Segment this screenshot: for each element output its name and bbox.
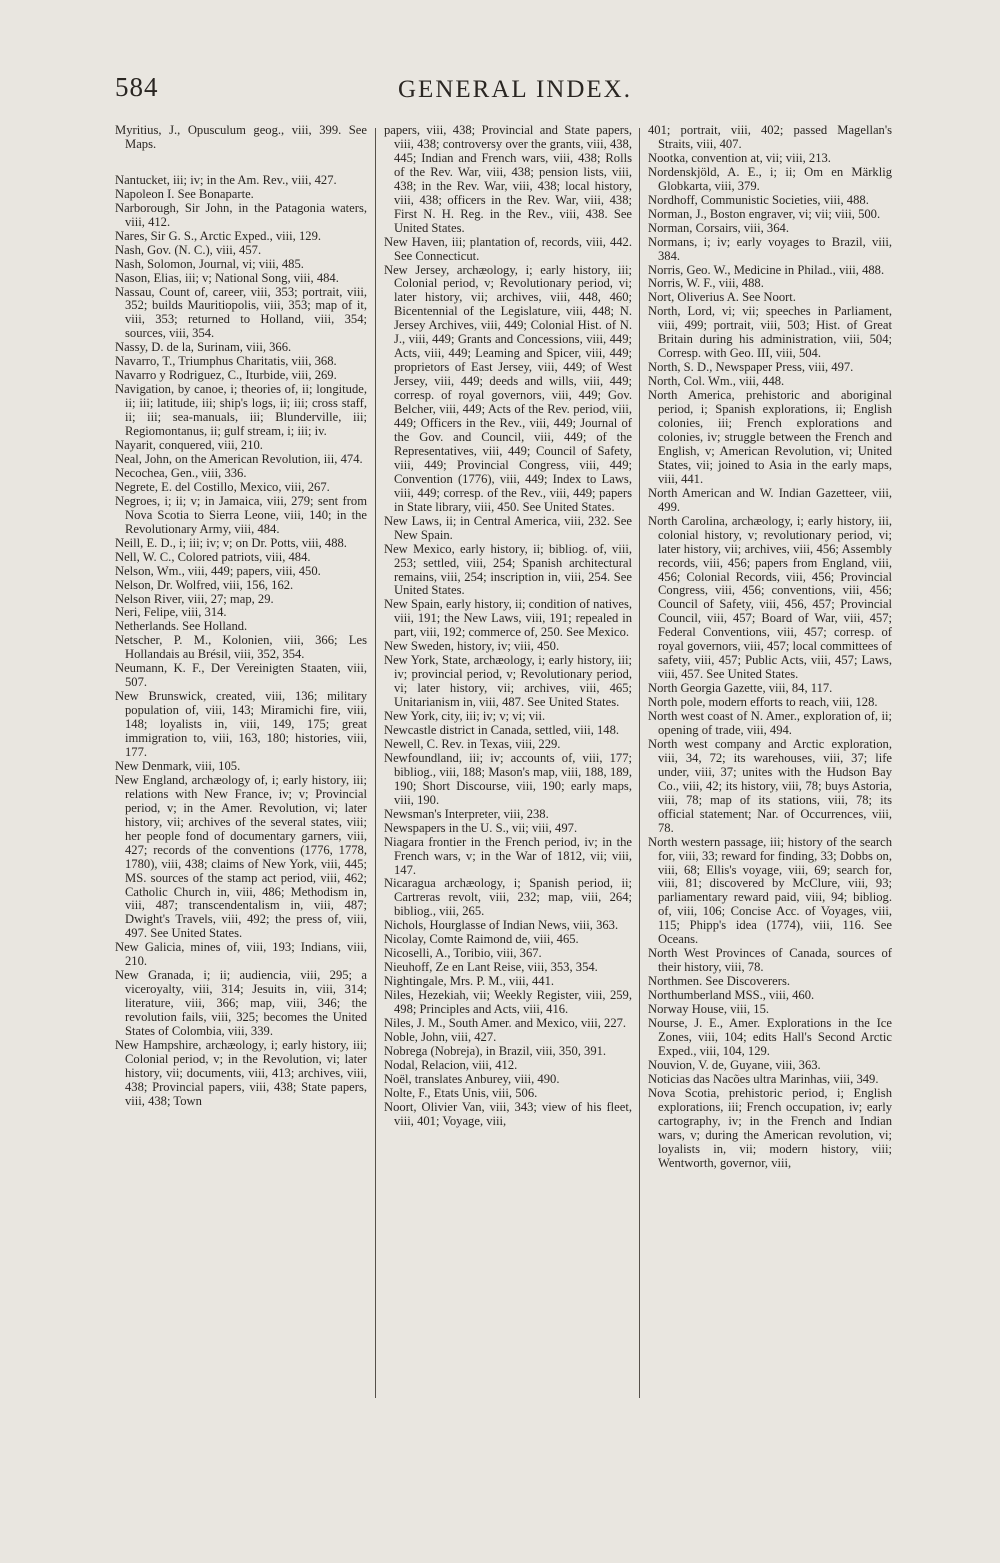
index-entry: Nash, Gov. (N. C.), viii, 457. [115,242,262,257]
index-entry: Netherlands. See Holland. [115,619,248,634]
index-entry: Negrete, E. del Costillo, Mexico, viii, 267. [115,479,330,494]
index-entry: Nolte, F., Etats Unis, viii, 506. [384,1085,538,1100]
index-entry: North America, prehistoric and aboriginal period, i; Spanish explorations, ii; English colonies, iii; French explorations and colonies, iv; struggle between the French and English, v; American Revolution, vi; United States, vii; joined to Asia in the early maps, viii, 441. [648,388,892,486]
index-entry: Netscher, P. M., Kolonien, viii, 366; Les Hollandais au Brésil, viii, 352, 354. [115,633,367,662]
index-entry: Newsman's Interpreter, viii, 238. [384,806,549,821]
index-entry: Norway House, viii, 15. [648,1002,770,1017]
index-entry: Nicaragua archæology, i; Spanish period, ii; Cartreras revolt, viii, 232; map, viii, 264; bibliog., viii, 265. [384,876,632,919]
index-entry: North, S. D., Newspaper Press, viii, 497. [648,360,854,375]
index-entry: Nassy, D. de la, Surinam, viii, 366. [115,340,292,355]
index-entry: Nantucket, iii; iv; in the Am. Rev., viii, 427. [115,172,337,187]
index-entry: Niles, Hezekiah, vii; Weekly Register, viii, 259, 498; Principles and Acts, viii, 416. [384,988,632,1017]
index-entry: New Galicia, mines of, viii, 193; Indians, viii, 210. [115,940,367,969]
index-entry: Nash, Solomon, Journal, vi; viii, 485. [115,256,304,271]
entry-gap [115,152,367,174]
index-entry: New York, city, iii; iv; v; vi; vii. [384,709,546,724]
index-entry: Nelson, Dr. Wolfred, viii, 156, 162. [115,577,294,592]
index-entry: Nobrega (Nobreja), in Brazil, viii, 350, 391. [384,1043,607,1058]
index-entry: Nova Scotia, prehistoric period, i; English explorations, iii; French occupation, iv; early cartography, iv; in the French and Indian wars, v; during the American revolution, vi; loyalists in, vii; modern history, viii; Wentworth, governor, viii, [648,1085,892,1170]
index-entry: Noël, translates Anburey, viii, 490. [384,1071,560,1086]
index-entry: Nelson River, viii, 27; map, 29. [115,591,274,606]
index-entry: Napoleon I. See Bonaparte. [115,186,254,201]
index-entry: New Spain, early history, ii; condition of natives, viii, 191; the New Laws, viii, 191; repealed in part, viii, 192; commerce of, 250. See Mexico. [384,597,632,640]
index-entry: Noble, John, viii, 427. [384,1029,497,1044]
index-entry: New Denmark, viii, 105. [115,758,241,773]
index-entry: Nootka, convention at, vii; viii, 213. [648,150,831,165]
column-rule [375,128,376,1398]
index-entry: Nodal, Relacion, viii, 412. [384,1057,518,1072]
index-entry: Nason, Elias, iii; v; National Song, viii, 484. [115,270,339,285]
column-rule [639,128,640,1398]
index-entry: Norman, J., Boston engraver, vi; vii; viii, 500. [648,206,881,221]
index-entry: North West Provinces of Canada, sources of their history, viii, 78. [648,946,892,975]
index-entry: Normans, i; iv; early voyages to Brazil, viii, 384. [648,234,892,263]
index-column-2 [384,124,632,1129]
index-entry: Nourse, J. E., Amer. Explorations in the Ice Zones, viii, 104; edits Hall's Second Arctic Exped., viii, 104, 129. [648,1016,892,1058]
index-entry: New Sweden, history, iv; viii, 450. [384,639,560,654]
index-entry: Negroes, i; ii; v; in Jamaica, viii, 279; sent from Nova Scotia to Sierra Leone, viii, 140; in the Revolutionary Army, viii, 484. [115,493,367,536]
index-entry: 401; portrait, viii, 402; passed Magellan's Straits, viii, 407. [648,123,892,151]
index-entry: New York, State, archæology, i; early history, iii; iv; provincial period, v; Revolutionary period, vi; later history, vii; archives, viii, 465; Unitarianism in, viii, 487. See United States. [384,653,632,710]
index-entry: Niagara frontier in the French period, iv; in the French wars, v; in the War of 1812, vii; viii, 147. [384,834,632,877]
index-entry: Myritius, J., Opusculum geog., viii, 399. See Maps. [115,123,367,151]
index-entry: Nelson, Wm., viii, 449; papers, viii, 450. [115,563,321,578]
index-entry: Newell, C. Rev. in Texas, viii, 229. [384,736,561,751]
index-column-1 [115,124,367,1109]
index-entry: New Hampshire, archæology, i; early history, iii; Colonial period, v; in the Revolution, vi; later history, vii; documents, viii, 413; archives, viii, 438; Provincial papers, viii, 438; State papers, viii, 438; Town [115,1038,367,1108]
index-entry: North western passage, iii; history of the search for, viii, 33; reward for finding, 33; Dobbs on, viii, 68; Ellis's voyage, viii, 69; search for, viii, 81; discovered by McClure, viii, 93; parliamentary reward paid, viii, 94; bibliog. of, viii, 106; Concise Acc. of Voyages, viii, 115; Phipp's idea (1774), viii, 116. See Oceans. [648,834,892,947]
index-entry: Nightingale, Mrs. P. M., viii, 441. [384,974,555,989]
index-entry: Nares, Sir G. S., Arctic Exped., viii, 129. [115,228,322,243]
index-entry: Neri, Felipe, viii, 314. [115,605,227,620]
index-entry: North American and W. Indian Gazetteer, viii, 499. [648,485,892,514]
index-column-3 [648,124,892,1170]
index-entry: Nayarit, conquered, viii, 210. [115,438,263,453]
index-entry: Northmen. See Discoverers. [648,974,790,989]
index-entry: Nordhoff, Communistic Societies, viii, 488. [648,192,869,207]
index-entry: North west coast of N. Amer., exploration of, ii; opening of trade, viii, 494. [648,709,892,737]
index-entry: Nicoselli, A., Toribio, viii, 367. [384,946,542,961]
index-entry: Northumberland MSS., viii, 460. [648,988,815,1003]
index-entry: New Brunswick, created, viii, 136; military population of, viii, 143; Miramichi fire, viii, 148; loyalists in, viii, 149, 175; great immigration to, viii, 163, 180; histories, viii, 177. [115,689,367,759]
index-entry: Nieuhoff, Ze en Lant Reise, viii, 353, 354. [384,960,598,975]
index-entry: North, Col. Wm., viii, 448. [648,374,785,389]
index-entry: Nordenskjöld, A. E., i; ii; Om en Märklig Globkarta, viii, 379. [648,164,892,193]
index-entry: Norman, Corsairs, viii, 364. [648,220,789,235]
index-entry: New Laws, ii; in Central America, viii, 232. See New Spain. [384,513,632,542]
index-entry: New Mexico, early history, ii; bibliog. of, viii, 253; settled, viii, 254; Spanish architectural remains, viii, 254; inscription in, viii, 254. See United States. [384,541,632,598]
index-entry: Nassau, Count of, career, viii, 353; portrait, viii, 352; builds Mauritiopolis, viii, 353; map of it, viii, 353; returned to Holland, viii, 354; sources, viii, 354. [115,284,367,341]
index-entry: Neumann, K. F., Der Vereinigten Staaten, viii, 507. [115,661,367,690]
index-entry: New Jersey, archæology, i; early history, iii; Colonial period, v; Revolutionary period, vi; later history, vii; archives, viii, 448, 460; Bicentennial of the Legislature, viii, 448; N. Jersey Archives, viii, 449; Colonial Hist. of N. J., viii, 449; Grants and Concessions, viii, 449; Acts, viii, 449; Leaming and Spicer, viii, 449; proprietors of East Jersey, viii, 449; of West Jersey, viii, 449; deeds and wills, viii, 449; corresp. of royal governors, viii, 449; Gov. Belcher, viii, 449; Acts of the Rev. period, viii, 449; Officers in the Rev., viii, 449; Journal of the Gov. and Council, viii, 449; of the Representatives, viii, 449; Council of Safety, viii, 449; Provincial Congress, viii, 449; Convention (1776), viii, 449; Index to Laws, viii, 449; corresp. of the Rev., viii, 449; papers in State library, viii, 450. See United States. [384,262,632,514]
page-number: 584 [115,72,159,102]
index-entry: North, Lord, vi; vii; speeches in Parliament, viii, 499; portrait, viii, 503; Hist. of Great Britain during his administration, viii, 504; Corresp. with Geo. III, viii, 504. [648,304,892,361]
index-entry: Navigation, by canoe, i; theories of, ii; longitude, ii; iii; latitude, iii; ship's logs, ii; iii; cross staff, ii; iii; sea-manuals, iii; Blunderville, iii; Regiomontanus, ii; gulf stream, i; iii; iv. [115,382,367,439]
index-entry: Noticias das Nacões ultra Marinhas, viii, 349. [648,1071,879,1086]
page-header: GENERAL INDEX. [398,76,632,103]
index-entry: Noort, Olivier Van, viii, 343; view of his fleet, viii, 401; Voyage, viii, [384,1099,632,1128]
index-entry: New Granada, i; ii; audiencia, viii, 295; a viceroyalty, viii, 314; Jesuits in, viii, 314; literature, viii, 366; map, viii, 346; the revolution fails, viii, 325; becomes the United States of Colombia, viii, 339. [115,968,367,1039]
index-entry: Nort, Oliverius A. See Noort. [648,290,796,305]
index-entry: Narborough, Sir John, in the Patagonia waters, viii, 412. [115,200,367,229]
index-entry: Nicolay, Comte Raimond de, viii, 465. [384,932,579,947]
index-entry: North Carolina, archæology, i; early history, iii, colonial history, v; revolutionary period, vi; later history, vii; archives, viii, 456; Assembly records, viii, 456; papers from England, viii, 456; Colonial Records, viii, 456; Provincial Congress, viii, 456; conventions, viii, 456; Council of Safety, viii, 456, 457; Provincial Council, viii, 457; Board of War, viii, 457; Federal Conventions, viii, 457; corresp. of royal governors, viii, 457; local committees of safety, viii, 457; Public Acts, viii, 457; Laws, viii, 457. See United States. [648,513,892,682]
index-entry: New Haven, iii; plantation of, records, viii, 442. See Connecticut. [384,234,632,263]
index-entry: Navarro, T., Triumphus Charitatis, viii, 368. [115,354,337,369]
index-entry: North Georgia Gazette, viii, 84, 117. [648,681,833,696]
index-entry: Navarro y Rodriguez, C., Iturbide, viii, 269. [115,368,337,383]
index-entry: Neal, John, on the American Revolution, iii, 474. [115,451,363,466]
index-entry: North west company and Arctic exploration, viii, 34, 72; its warehouses, viii, 37; life under, viii, 37; unites with the Hudson Bay Co., viii, 42; its history, viii, 78; buys Astoria, viii, 78; map of its stations, viii, 78; its official statement; Nar. of Occurrences, viii, 78. [648,736,892,835]
index-entry: Norris, W. F., viii, 488. [648,276,764,291]
index-entry: New England, archæology of, i; early history, iii; relations with New France, iv; v; Provincial period, v; in the Amer. Revolution, vi; later history, vii; archives of the several states, viii; her people fond of documentary garners, viii, 427; records of the conventions (1776, 1778, 1780), viii, 438; claims of New York, viii, 445; MS. sources of the stamp act period, viii, 462; Catholic Church in, viii, 486; Methodism in, viii, 487; transcendentalism in, viii, 487; Dwight's Travels, viii, 492; the press of, viii, 497. See United States. [115,772,367,941]
index-entry: North pole, modern efforts to reach, viii, 128. [648,695,878,710]
index-entry: papers, viii, 438; Provincial and State papers, viii, 438; controversy over the grants, viii, 438, 445; Indian and French wars, viii, 438; Rolls of the Rev. War, viii, 438; pension lists, viii, 438; in the Rev. War, viii, 438; local history, viii, 438; officers in the Rev. War, viii, 438; First N. H. Reg. in the Rev., viii, 438. See United States. [384,123,632,235]
index-entry: Nouvion, V. de, Guyane, viii, 363. [648,1057,821,1072]
index-entry: Newspapers in the U. S., vii; viii, 497. [384,820,578,835]
index-entry: Newfoundland, iii; iv; accounts of, viii, 177; bibliog., viii, 188; Mason's map, viii, 188, 189, 190; Short Discourse, viii, 190; early maps, viii, 190. [384,750,632,807]
index-entry: Newcastle district in Canada, settled, viii, 148. [384,722,620,737]
index-entry: Norris, Geo. W., Medicine in Philad., viii, 488. [648,262,885,277]
index-entry: Nell, W. C., Colored patriots, viii, 484. [115,549,311,564]
index-entry: Necochea, Gen., viii, 336. [115,465,247,480]
index-entry: Neill, E. D., i; iii; iv; v; on Dr. Potts, viii, 488. [115,535,347,550]
index-entry: Niles, J. M., South Amer. and Mexico, viii, 227. [384,1016,627,1030]
index-entry: Nichols, Hourglasse of Indian News, viii, 363. [384,918,619,933]
